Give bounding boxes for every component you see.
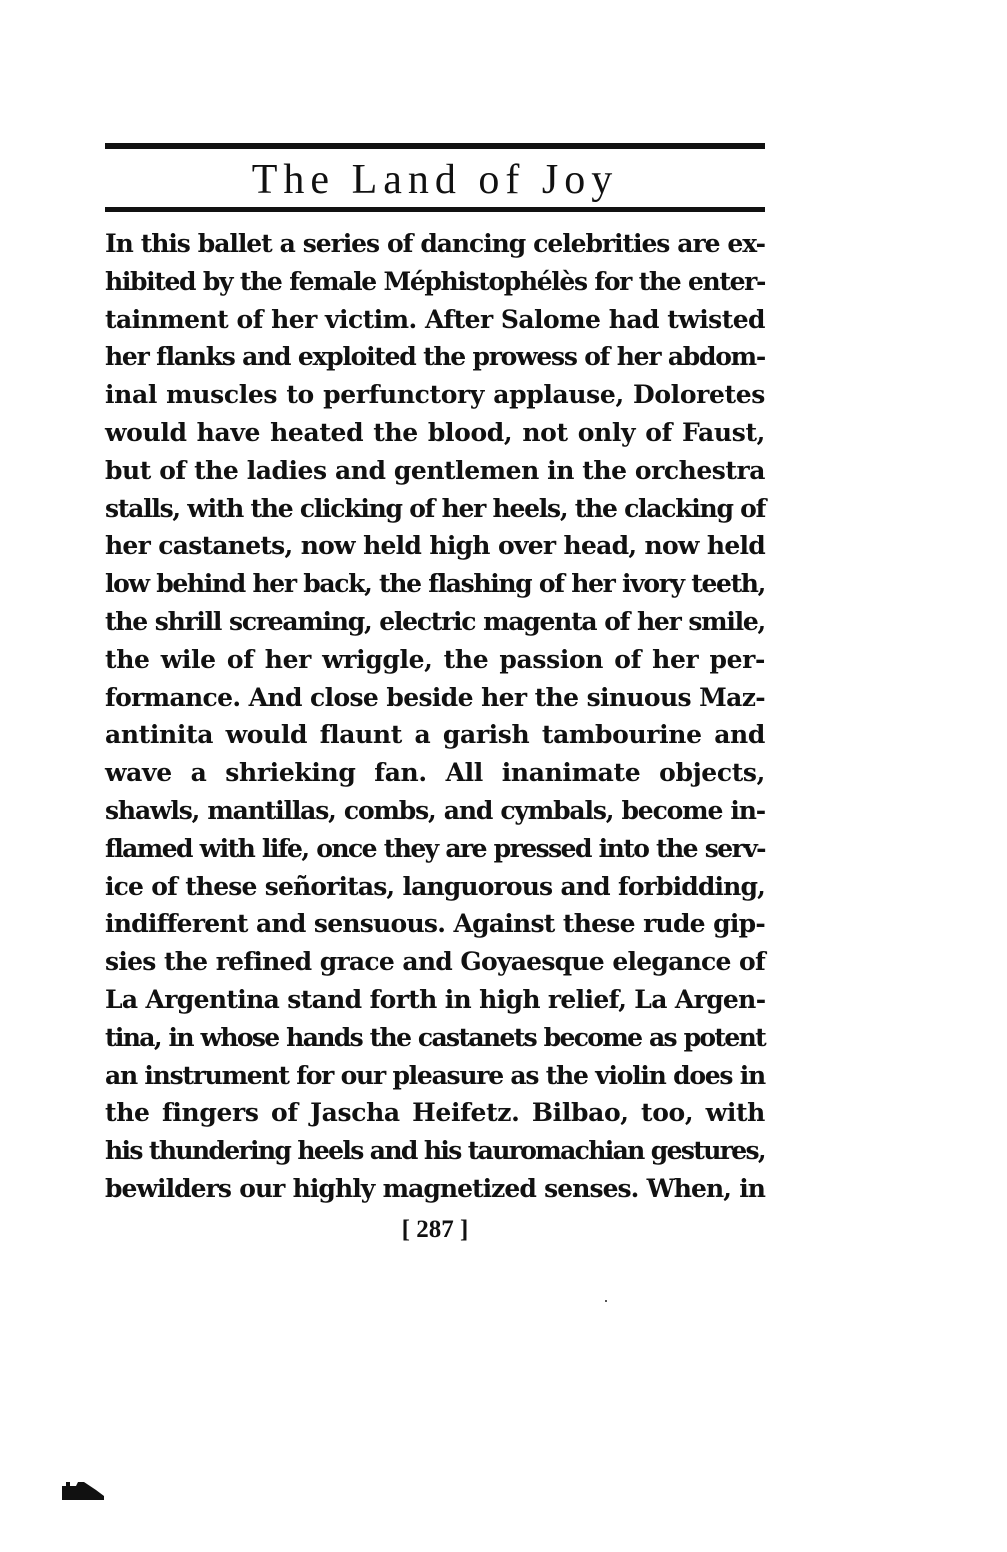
text-line: the fingers of Jascha Heifetz. Bilbao, too, with	[105, 1098, 765, 1128]
running-title: The Land of Joy	[251, 157, 619, 203]
text-line: sies the refined grace and Goyaesque elegance of	[105, 947, 765, 977]
text-line: her castanets, now held high over head, now held	[105, 531, 765, 561]
text-line: his thundering heels and his tauromachian gestures,	[105, 1136, 765, 1166]
text-line: bewilders our highly magnetized senses. When, in	[105, 1173, 765, 1203]
text-line: tainment of her victim. After Salome had twisted	[105, 304, 765, 334]
header-rule-bottom	[105, 207, 765, 212]
text-line: the wile of her wriggle, the passion of her per-	[105, 644, 765, 674]
body-paragraph	[105, 225, 765, 1208]
text-line: hibited by the female Méphistophélès for the enter-	[105, 266, 765, 296]
text-line: would have heated the blood, not only of Faust,	[105, 417, 765, 447]
text-line: low behind her back, the flashing of her ivory teeth,	[105, 569, 765, 599]
text-line: wave a shrieking fan. All inanimate objects,	[105, 758, 765, 788]
text-line: tina, in whose hands the castanets become as potent	[105, 1022, 765, 1052]
text-line: La Argentina stand forth in high relief, La Argen-	[105, 984, 766, 1014]
text-line: antinita would flaunt a garish tambourine and	[105, 720, 765, 750]
scan-speck	[605, 1300, 607, 1302]
text-line: indifferent and sensuous. Against these rude gip-	[105, 909, 765, 939]
text-line: shawls, mantillas, combs, and cymbals, become in-	[105, 795, 765, 825]
text-line: stalls, with the clicking of her heels, the clacking of	[105, 493, 766, 523]
text-line: formance. And close beside her the sinuous Maz-	[105, 682, 765, 712]
text-line: the shrill screaming, electric magenta of her smile,	[105, 606, 765, 636]
text-line: ice of these señoritas, languorous and forbidding,	[105, 871, 765, 901]
page-number: [ 287 ]	[401, 1216, 469, 1243]
text-line: flamed with life, once they are pressed into the serv-	[105, 833, 765, 863]
text-line: her flanks and exploited the prowess of her abdom-	[105, 342, 765, 372]
scan-edge-mark-icon	[62, 1480, 104, 1500]
text-line: but of the ladies and gentlemen in the orchestra	[105, 455, 765, 485]
text-line: In this ballet a series of dancing celebrities are ex-	[105, 229, 765, 258]
text-line: inal muscles to perfunctory applause, Doloretes	[105, 380, 765, 410]
text-line: an instrument for our pleasure as the violin does in	[105, 1060, 765, 1090]
header-rule-top	[105, 143, 765, 149]
